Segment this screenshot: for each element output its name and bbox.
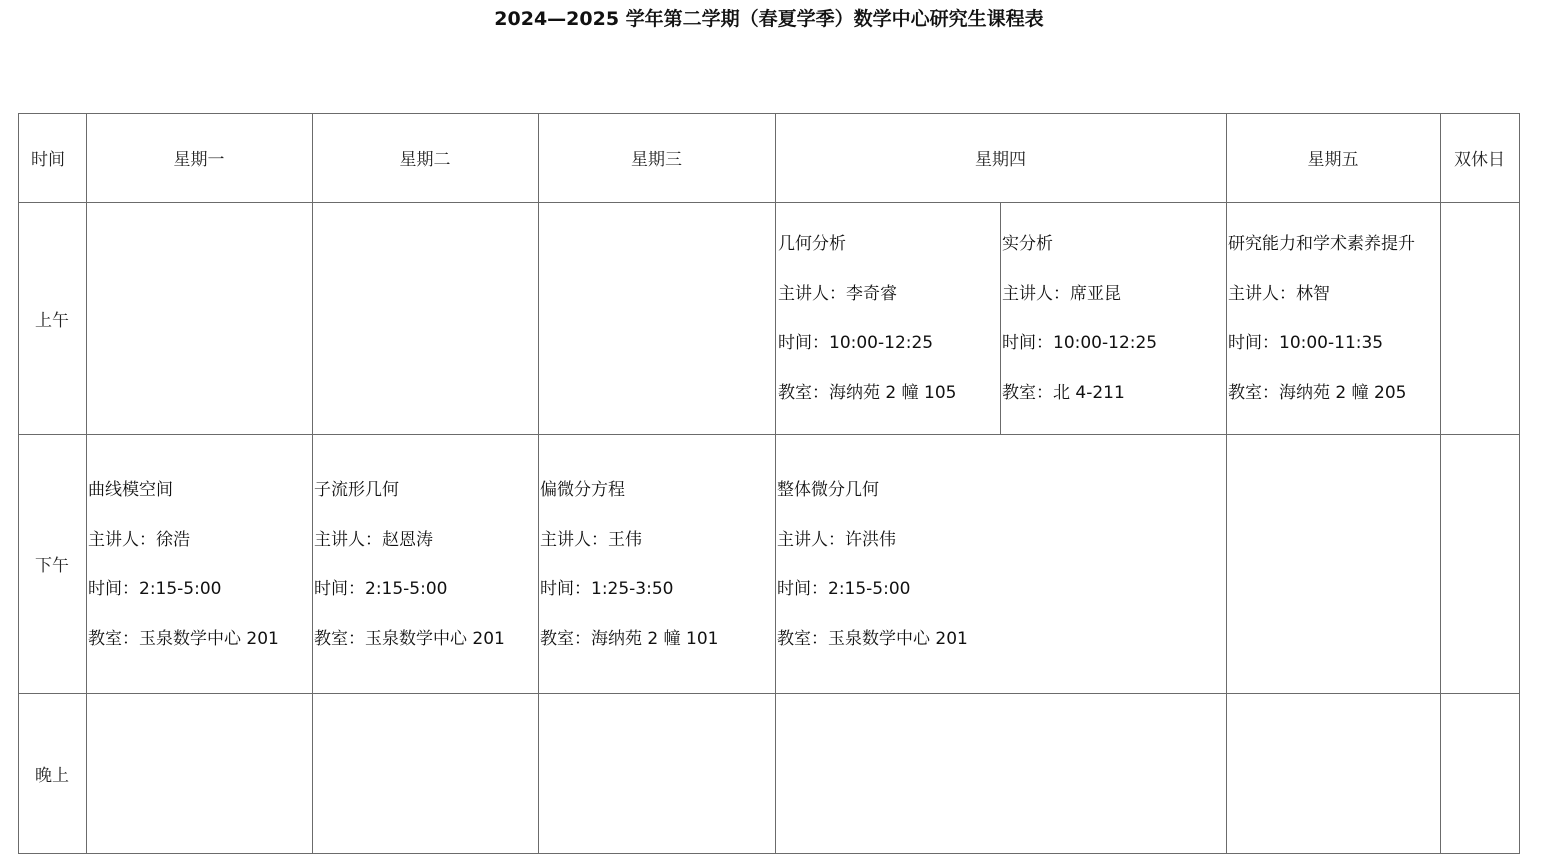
schedule-table [18, 113, 1520, 854]
course-room: 教室：海纳苑 2 幢 101 [540, 629, 719, 650]
course-time: 时间：10:00-11:35 [1228, 333, 1384, 354]
course-time: 时间：10:00-12:25 [1002, 333, 1158, 354]
course-name: 子流形几何 [314, 480, 399, 500]
table-border-bottom [18, 853, 1520, 854]
course-name: 研究能力和学术素养提升 [1228, 234, 1415, 254]
row-label-morning: 上午 [35, 310, 69, 331]
course-lecturer: 主讲人：徐浩 [88, 529, 190, 550]
course-thu-morning-a [776, 220, 1000, 419]
course-name: 偏微分方程 [540, 480, 625, 500]
course-lecturer: 主讲人：许洪伟 [777, 529, 896, 550]
course-name: 曲线模空间 [88, 480, 173, 500]
course-lecturer: 主讲人：赵恩涛 [314, 529, 433, 550]
course-time: 时间：2:15-5:00 [88, 579, 222, 600]
course-thu-morning-b [1000, 220, 1226, 419]
morning-row-divider [18, 434, 1520, 435]
header-wednesday: 星期三 [631, 150, 682, 170]
course-tue-afternoon [312, 466, 538, 665]
course-wed-afternoon [538, 466, 775, 665]
course-time: 时间：2:15-5:00 [314, 579, 448, 600]
course-time: 时间：1:25-3:50 [540, 579, 674, 600]
course-thu-afternoon [775, 466, 1226, 665]
afternoon-row-divider [18, 693, 1520, 694]
course-name: 实分析 [1002, 234, 1053, 254]
course-lecturer: 主讲人：林智 [1228, 283, 1330, 304]
row-label-evening: 晚上 [35, 765, 69, 786]
course-time: 时间：10:00-12:25 [778, 333, 934, 354]
header-weekend: 双休日 [1454, 150, 1505, 170]
course-name: 整体微分几何 [777, 480, 879, 500]
course-lecturer: 主讲人：李奇睿 [778, 283, 897, 304]
header-row-divider [18, 202, 1520, 203]
row-label-afternoon: 下午 [35, 556, 69, 576]
header-time: 时间 [31, 150, 65, 170]
course-lecturer: 主讲人：席亚昆 [1002, 283, 1121, 304]
course-room: 教室：海纳苑 2 幢 105 [778, 383, 957, 404]
course-room: 教室：北 4-211 [1002, 383, 1125, 404]
course-room: 教室：玉泉数学中心 201 [88, 629, 279, 650]
table-border-right [1519, 113, 1520, 854]
page-title: 2024—2025 学年第二学期（春夏学季）数学中心研究生课程表 [494, 8, 1044, 30]
header-tuesday: 星期二 [399, 150, 451, 170]
col-divider-fri [1440, 113, 1441, 854]
header-thursday: 星期四 [975, 150, 1026, 170]
course-room: 教室：玉泉数学中心 201 [314, 629, 505, 650]
course-room: 教室：玉泉数学中心 201 [777, 629, 968, 650]
course-lecturer: 主讲人：王伟 [540, 529, 642, 550]
course-name: 几何分析 [778, 234, 846, 254]
course-mon-afternoon [86, 466, 312, 665]
course-room: 教室：海纳苑 2 幢 205 [1228, 383, 1407, 404]
course-time: 时间：2:15-5:00 [777, 579, 911, 600]
header-monday: 星期一 [173, 150, 225, 170]
course-fri-morning [1226, 220, 1440, 419]
header-friday: 星期五 [1307, 150, 1359, 170]
